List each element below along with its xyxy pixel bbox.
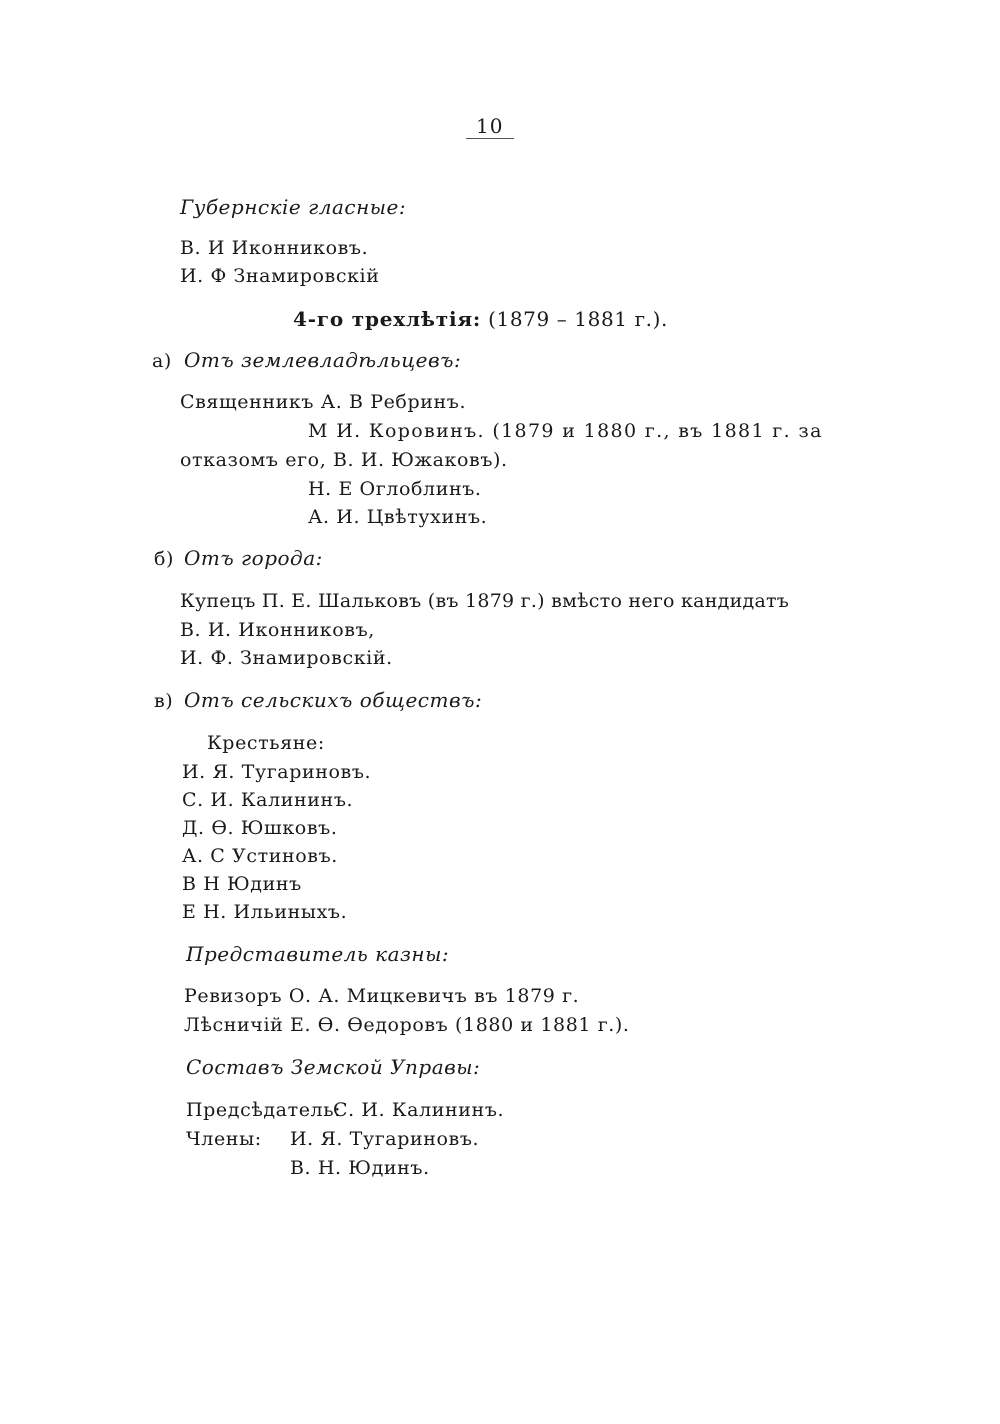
rural-subtitle: Крестьяне: — [207, 732, 325, 754]
triennium-heading — [293, 308, 668, 330]
triennium-years: (1879 – 1881 г.). — [488, 307, 668, 331]
gubernskie-member: В. И Иконниковъ. — [180, 237, 369, 259]
gubernskie-member: И. Ф Знамировскій — [180, 265, 380, 287]
rural-title: Отъ сельскихъ обществъ: — [184, 688, 483, 712]
uprava-chair-label: Предсѣдатель: — [186, 1099, 342, 1121]
rural-member: Д. Ѳ. Юшковъ. — [182, 817, 338, 839]
uprava-member: В. Н. Юдинъ. — [290, 1157, 430, 1179]
town-line: И. Ф. Знамировскій. — [180, 647, 393, 669]
uprava-title: Составъ Земской Управы: — [186, 1055, 481, 1079]
landowners-line: Н. Е Оглоблинъ. — [308, 478, 482, 500]
landowners-title: Отъ землевладѣльцевъ: — [184, 348, 462, 372]
town-line: Купецъ П. Е. Шальковъ (въ 1879 г.) вмѣсто него кандидатъ — [180, 590, 790, 612]
gubernskie-title: Губернскіе гласные: — [180, 195, 407, 219]
landowners-line: отказомъ его, В. И. Южаковъ). — [180, 449, 508, 471]
rural-member: В Н Юдинъ — [182, 873, 302, 895]
landowners-marker: а) — [152, 350, 172, 372]
landowners-line: А. И. Цвѣтухинъ. — [308, 506, 488, 528]
rural-marker: в) — [154, 690, 174, 712]
landowners-line: Священникъ А. В Ребринъ. — [180, 391, 467, 413]
uprava-chair: С. И. Калининъ. — [333, 1099, 505, 1121]
rural-member: Е Н. Ильиныхъ. — [182, 901, 348, 923]
town-marker: б) — [154, 548, 175, 570]
town-title: Отъ города: — [184, 546, 323, 570]
rural-member: И. Я. Тугариновъ. — [182, 761, 372, 783]
uprava-member: И. Я. Тугариновъ. — [290, 1128, 480, 1150]
town-line: В. И. Иконниковъ, — [180, 619, 375, 641]
treasury-line: Лѣсничій Е. Ѳ. Ѳедоровъ (1880 и 1881 г.). — [184, 1014, 630, 1036]
treasury-title: Представитель казны: — [186, 942, 450, 966]
page-number-rule — [466, 138, 514, 139]
uprava-members-label: Члены: — [186, 1128, 262, 1150]
treasury-line: Ревизоръ О. А. Мицкевичъ въ 1879 г. — [184, 985, 580, 1007]
landowners-line: М И. Коровинъ. (1879 и 1880 г., въ 1881 г. за — [308, 420, 823, 442]
triennium-title: 4-го трехлѣтія: — [293, 307, 482, 331]
rural-member: А. С Устиновъ. — [182, 845, 338, 867]
rural-member: С. И. Калининъ. — [182, 789, 354, 811]
page-number: 10 — [476, 114, 504, 138]
